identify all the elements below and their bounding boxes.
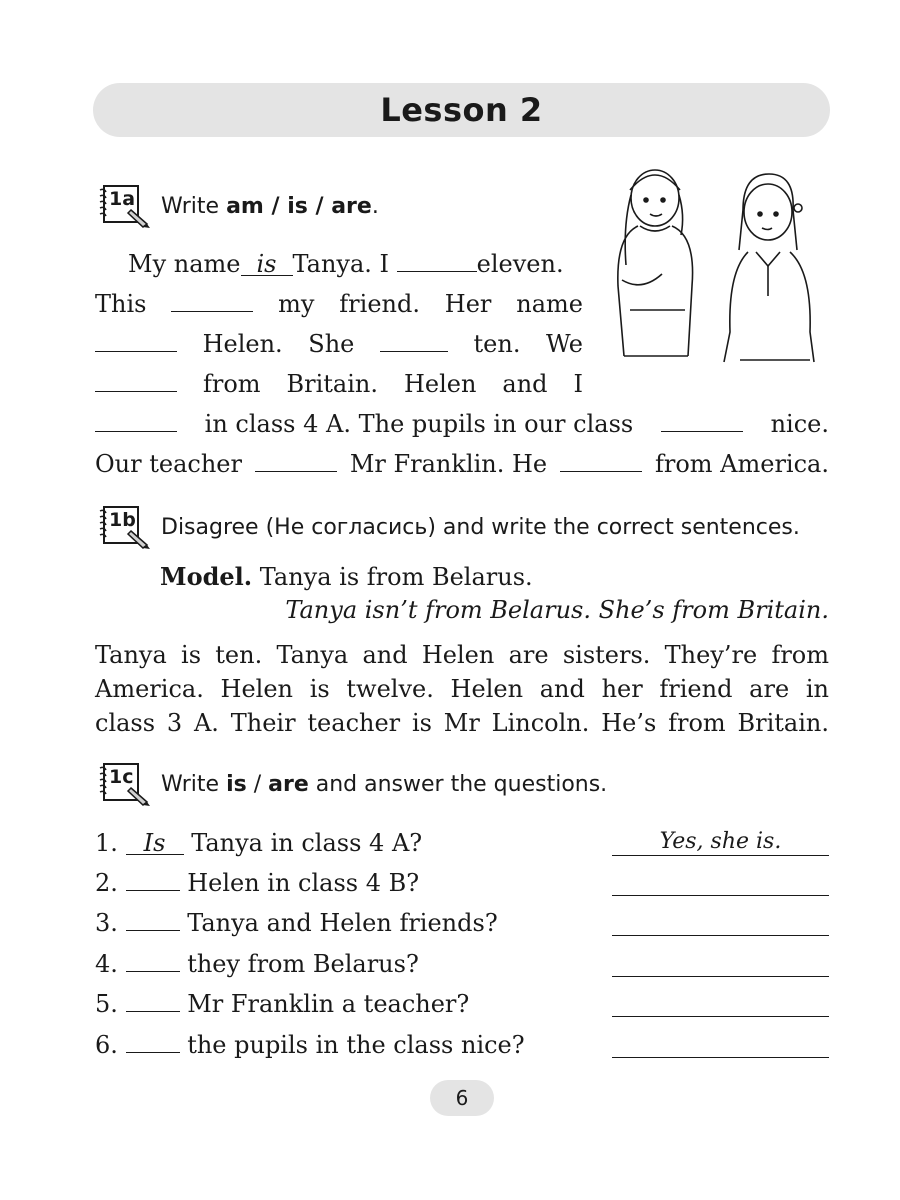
question-4: 4. they from Belarus? bbox=[95, 950, 419, 978]
exercise-number: 1b bbox=[109, 509, 136, 531]
question-1-blank[interactable]: Is bbox=[126, 832, 184, 855]
ex1b-model: Model. Tanya is from Belarus. bbox=[160, 562, 533, 591]
answer-6-line[interactable] bbox=[612, 1031, 829, 1058]
ex1a-line-4: from Britain. Helen and I bbox=[95, 370, 583, 398]
notebook-pencil-icon bbox=[95, 182, 153, 230]
question-3-blank[interactable] bbox=[126, 910, 180, 931]
ex1a-blank-6[interactable] bbox=[95, 371, 177, 392]
ex1a-line-5: in class 4 A. The pupils in our class nice. bbox=[95, 410, 829, 438]
ex1a-blank-7[interactable] bbox=[95, 411, 177, 432]
ex1a-blank-9[interactable] bbox=[255, 451, 337, 472]
exercise-1a-header bbox=[95, 182, 379, 230]
exercise-number: 1a bbox=[109, 188, 136, 210]
question-5-blank[interactable] bbox=[126, 991, 180, 1012]
ex1a-blank-5[interactable] bbox=[380, 331, 448, 352]
question-6-blank[interactable] bbox=[126, 1032, 180, 1053]
ex1b-model-answer: Tanya isn’t from Belarus. She’s from Britain. bbox=[285, 596, 829, 624]
question-5: 5. Mr Franklin a teacher? bbox=[95, 990, 470, 1018]
ex1a-line-6: Our teacher Mr Franklin. He from America. bbox=[95, 450, 829, 478]
page-number: 6 bbox=[430, 1080, 494, 1116]
ex1a-blank-10[interactable] bbox=[560, 451, 642, 472]
ex1a-line-1: My name is Tanya. I eleven. bbox=[128, 250, 564, 278]
model-label: Model. bbox=[160, 562, 253, 591]
exercise-1c-header bbox=[95, 760, 607, 808]
question-6: 6. the pupils in the class nice? bbox=[95, 1031, 525, 1059]
lesson-title: Lesson 2 bbox=[380, 91, 543, 129]
ex1b-paragraph-line-3: class 3 A. Their teacher is Mr Lincoln. He’s from Britain. bbox=[95, 709, 829, 737]
ex1b-paragraph-line-1: Tanya is ten. Tanya and Helen are sisters. They’re from bbox=[95, 641, 829, 669]
exercise-1c-instruction: Write is / are and answer the questions. bbox=[161, 771, 608, 797]
answer-4-line[interactable] bbox=[612, 950, 829, 977]
ex1b-paragraph-line-2: America. Helen is twelve. Helen and her friend are in bbox=[95, 675, 829, 703]
exercise-1b-instruction: Disagree (Не согласись) and write the correct sentences. bbox=[161, 514, 800, 540]
ex1a-line-3: Helen. She ten. We bbox=[95, 330, 583, 358]
ex1a-blank-1[interactable]: is bbox=[241, 253, 293, 276]
question-3: 3. Tanya and Helen friends? bbox=[95, 909, 498, 937]
question-2: 2. Helen in class 4 B? bbox=[95, 869, 420, 897]
ex1a-blank-8[interactable] bbox=[661, 411, 743, 432]
ex1a-blank-4[interactable] bbox=[95, 331, 177, 352]
question-2-blank[interactable] bbox=[126, 870, 180, 891]
answer-1-line[interactable]: Yes, she is. bbox=[612, 829, 829, 856]
question-4-blank[interactable] bbox=[126, 951, 180, 972]
notebook-pencil-icon bbox=[95, 760, 153, 808]
exercise-number: 1c bbox=[109, 766, 134, 788]
exercise-1b-header bbox=[95, 503, 800, 551]
answer-5-line[interactable] bbox=[612, 990, 829, 1017]
ex1a-blank-3[interactable] bbox=[171, 291, 253, 312]
exercise-1a-instruction: Write am / is / are. bbox=[161, 193, 379, 219]
answer-2-line[interactable] bbox=[612, 869, 829, 896]
lesson-title-banner bbox=[93, 83, 830, 137]
answer-3-line[interactable] bbox=[612, 909, 829, 936]
ex1a-line-2: This my friend. Her name bbox=[95, 290, 583, 318]
two-girls-illustration bbox=[600, 160, 830, 379]
question-1: 1. Is Tanya in class 4 A? bbox=[95, 829, 423, 857]
notebook-pencil-icon bbox=[95, 503, 153, 551]
ex1a-blank-2[interactable] bbox=[397, 251, 477, 272]
